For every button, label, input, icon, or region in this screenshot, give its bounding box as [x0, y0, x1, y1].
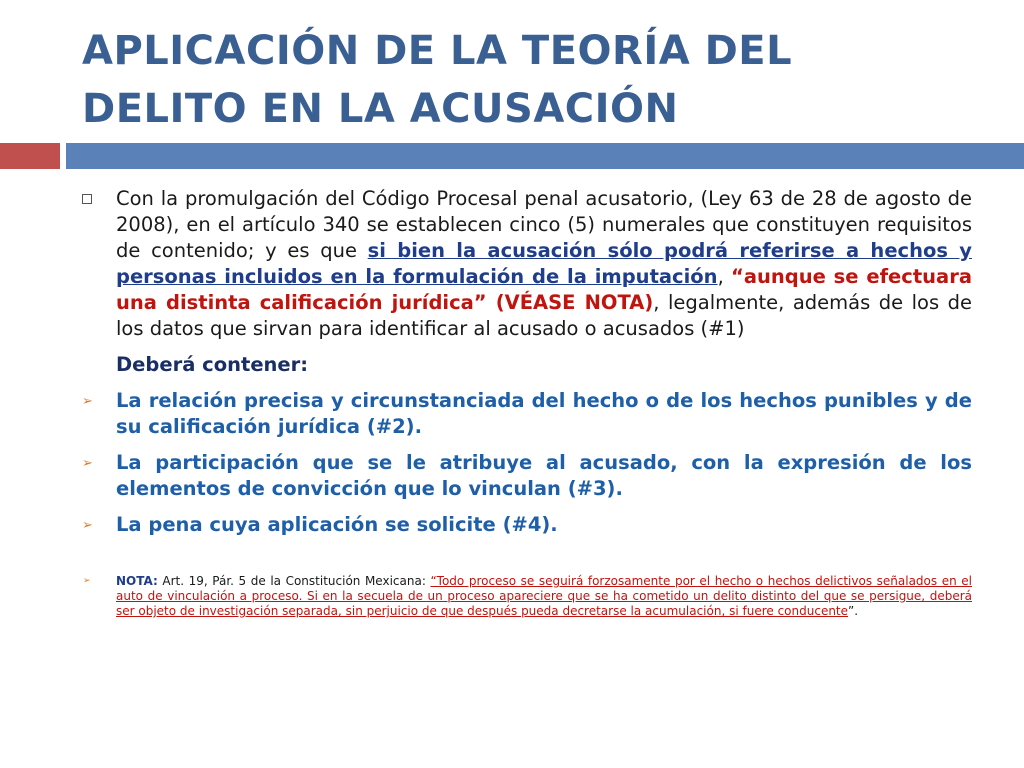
heading-item: [78, 352, 972, 378]
paragraph-red-quote: “aunque se efectuara una distinta calificación jurídica” (VÉASE NOTA): [116, 265, 972, 314]
paragraph-part-2: , legalmente, además de los de los datos que sirvan para identificar al acusado o acusados (#1): [116, 291, 973, 340]
main-paragraph-item: [78, 186, 972, 342]
decorative-blue-bar: [66, 143, 1024, 169]
arrow-bullet-icon: ➢: [82, 394, 93, 409]
title-line-1: APLICACIÓN DE LA TEORÍA DEL: [82, 28, 793, 74]
paragraph-underlined: si bien la acusación sólo podrá referirse a hechos y personas incluidos en la formulación de la imputación: [116, 239, 972, 288]
arrow-bullet-icon: ➢: [83, 576, 91, 586]
note-reference: Art. 19, Pár. 5 de la Constitución Mexicana:: [157, 574, 431, 588]
main-paragraph: [116, 186, 972, 342]
note-item: [78, 574, 972, 619]
paragraph-comma: ,: [717, 265, 732, 288]
list-item-text: La relación precisa y circunstanciada del hecho o de los hechos punibles y de su calificación jurídica (#2).: [116, 389, 972, 438]
paragraph-part-1: Con la promulgación del Código Procesal penal acusatorio, (Ley 63 de 28 de agosto de 2008), en el artículo 340 se establecen cinco (5) numerales que constituyen requisitos de contenido; y es que: [116, 187, 972, 262]
list-item-text: La pena cuya aplicación se solicite (#4).: [116, 513, 558, 536]
arrow-bullet-icon: ➢: [82, 456, 93, 471]
note-quote: “Todo proceso se seguirá forzosamente por el hecho o hechos delictivos señalados en el auto de vinculación a proceso. Si en la secuela de un proceso apareciere que se ha cometido un delito distinto del que se persigue, deberá ser objeto de investigación separada, sin perjuicio de que después pueda decretarse la acumulación, si fuere conducente: [116, 574, 972, 618]
list-item: [78, 450, 972, 502]
list-item: [78, 388, 972, 440]
note-end: ”.: [848, 604, 859, 618]
contents-heading: Deberá contener:: [116, 353, 309, 376]
list-item-text: La participación que se le atribuye al acusado, con la expresión de los elementos de convicción que lo vinculan (#3).: [116, 451, 972, 500]
decorative-red-bar: [0, 143, 60, 169]
slide-title: [82, 22, 982, 138]
list-item: [78, 512, 972, 538]
slide-content: [78, 186, 972, 619]
note-label: NOTA:: [116, 574, 158, 588]
square-bullet-icon: [82, 194, 92, 204]
title-line-2: DELITO EN LA ACUSACIÓN: [82, 86, 679, 132]
arrow-bullet-icon: ➢: [82, 518, 93, 533]
note-text: [116, 574, 972, 619]
